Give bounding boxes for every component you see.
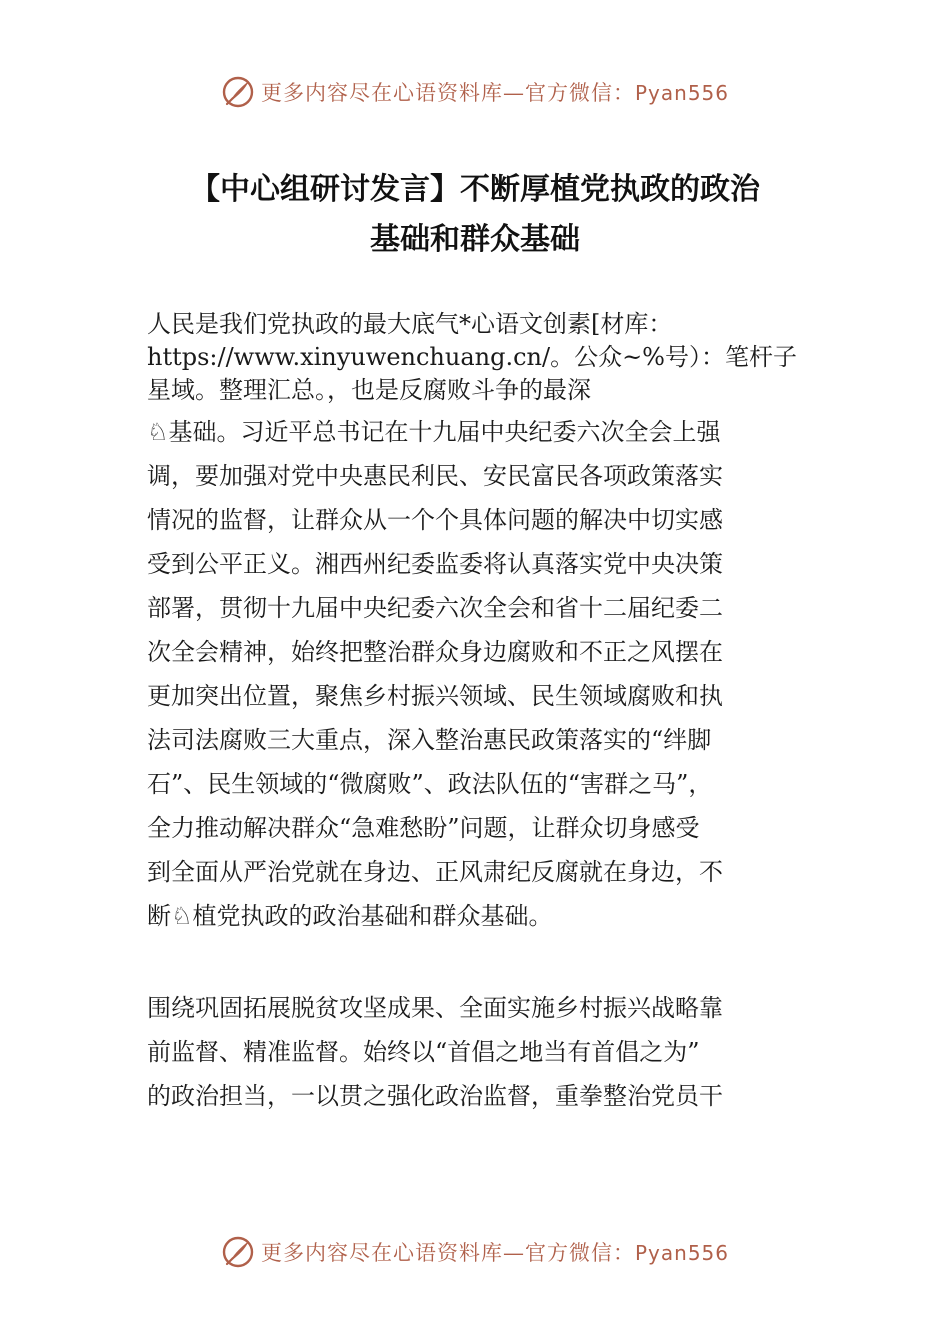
feather-quill-logo-icon: [221, 75, 255, 109]
text-line: 情况的监督，让群众从一个个具体问题的解决中切实感: [147, 506, 723, 534]
text-line: 调，要加强对党中央惠民利民、安民富民各项政策落实: [147, 462, 723, 490]
paragraph-second: [147, 986, 817, 1118]
text-line: 部署，贯彻十九届中央纪委六次全会和省十二届纪委二: [147, 594, 723, 622]
feather-quill-logo-icon: [221, 1235, 255, 1269]
text-line: 更加突出位置，聚焦乡村振兴领域、民生领域腐败和执: [147, 682, 723, 710]
text-line: 次全会精神，始终把整治群众身边腐败和不正之风摆在: [147, 638, 723, 666]
text-line: 全力推动解决群众“急难愁盼”问题，让群众切身感受: [147, 814, 700, 842]
wechat-id: Pyan556: [634, 81, 729, 105]
watermark-text: [261, 1237, 729, 1267]
text-line: 法司法腐败三大重点，深入整治惠民政策落实的“绊脚: [147, 726, 712, 754]
text-line: 断♘植党执政的政治基础和群众基础。: [147, 902, 553, 930]
title-line-2: 基础和群众基础: [370, 222, 580, 257]
text-line: ♘基础。习近平总书记在十九届中央纪委六次全会上强: [147, 418, 721, 446]
footer-watermark: [0, 1232, 950, 1272]
text-line: 石”、民生领域的“微腐败”、政法队伍的“害群之马”，: [147, 770, 713, 798]
text-line: 围绕巩固拓展脱贫攻坚成果、全面实施乡村振兴战略靠: [147, 994, 723, 1022]
document-title: [60, 165, 890, 265]
header-watermark: [0, 72, 950, 112]
text-line: 受到公平正义。湘西州纪委监委将认真落实党中央决策: [147, 550, 723, 578]
paragraph-intro: [147, 308, 817, 407]
text-line: 人民是我们党执政的最大底气*心语文创素[材库：: [147, 310, 673, 338]
watermark-label: 更多内容尽在心语资料库—官方微信：: [260, 1241, 635, 1265]
text-line: 到全面从严治党就在身边、正风肃纪反腐就在身边，不: [147, 858, 723, 886]
text-line: 的政治担当，一以贯之强化政治监督，重拳整治党员干: [147, 1082, 723, 1110]
text-line: https://www.xinyuwenchuang.cn/。公众~%号）：笔杆子: [147, 343, 797, 371]
wechat-id: Pyan556: [634, 1241, 729, 1265]
text-line: 星域。整理汇总。，也是反腐败斗争的最深: [147, 376, 591, 404]
title-line-1: 【中心组研讨发言】不断厚植党执政的政治: [190, 172, 760, 207]
text-line: 前监督、精准监督。始终以“首倡之地当有首倡之为”: [147, 1038, 700, 1066]
watermark-label: 更多内容尽在心语资料库—官方微信：: [260, 81, 635, 105]
paragraph-main: [147, 410, 817, 938]
watermark-text: [261, 77, 729, 107]
